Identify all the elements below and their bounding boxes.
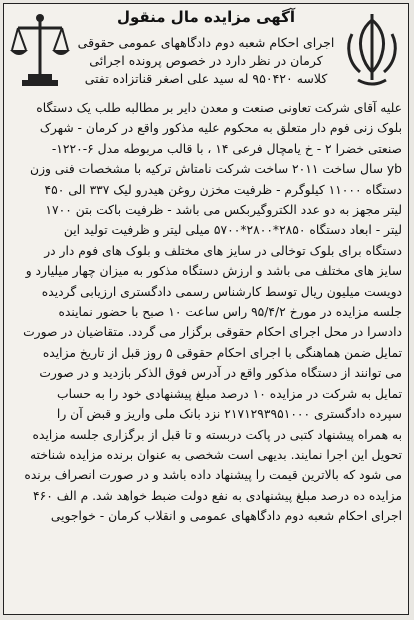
body-line: بلوک زنی فوم دار متعلق به محکوم علیه مذکور واقع در کرمان - شهرک — [39, 121, 402, 136]
body-line: صنعتی خضرا ۲ - خ یامچال فرعی ۱۴ ، با قالب مربوطه مدل ۶-۱۲۲۰- — [51, 141, 402, 156]
notice-frame — [3, 3, 409, 615]
body-line: لیتر - ابعاد دستگاه ۲۸۵۰*۲۸۰۰*۵۷۰۰ میلی لیتر و ظرفیت تولید این — [63, 223, 402, 238]
body-line: لیتر مجهز به دو عدد الکتروگیربکس می باشد - ظرفیت باکت بتن ۱۷۰۰ — [45, 203, 402, 218]
body-line: سایز های مختلف می باشد و ارزش دستگاه مذکور به میزان چهار میلیارد و — [25, 264, 402, 279]
body-line: دویست میلیون ریال توسط کارشناس رسمی دادگستری ارزیابی گردیده — [41, 284, 402, 299]
body-line: دادسرا در محل اجرای احکام حقوقی برگزار می گردد. متقاضیان در صورت — [23, 325, 402, 340]
body-line: اجرای احکام شعبه دوم دادگاههای عمومی و انقلاب کرمان - خواجویی — [50, 509, 402, 524]
body-line: مزایده ده درصد مبلغ پیشنهادی به نفع دولت ضبط خواهد شد. م الف ۴۶۰ — [33, 488, 402, 503]
notice-header-lines — [74, 34, 338, 88]
body-line: می توانند از دستگاه مذکور واقع در آدرس فوق الذکر بازدید و در صورت — [39, 366, 402, 381]
body-line: دستگاه ۱۱۰۰۰ کیلوگرم - ظرفیت مخزن روغن هیدرو لیک ۳۳۷ الی ۴۵۰ — [44, 182, 402, 197]
judiciary-scales-icon — [10, 10, 70, 90]
body-line: جلسه مزایده در مورخ ۹۵/۴/۲ راس ساعت ۱۰ صبح با حضور نماینده — [58, 305, 402, 320]
body-line: دستگاه برای بلوک توخالی در سایز های مختلف و بلوک های فوم دار در — [44, 243, 402, 258]
notice-header — [4, 4, 408, 96]
body-line: تمایل به شرکت در مزایده ۱۰ درصد مبلغ پیشنهادی خود را به حساب — [57, 386, 402, 401]
national-emblem-icon — [342, 10, 402, 90]
header-line: کلاسه ۹۵۰۴۲۰ له سید علی اصغر قناتزاده تفتی — [84, 71, 328, 86]
notice-title: آگهی مزایده مال منقول — [116, 8, 296, 26]
body-line: تحویل این اجرا نمایند. بدیهی است شخصی به عنوان برنده مزایده شناخته — [30, 447, 402, 462]
header-line: کرمان در نظر دارد در خصوص پرونده اجرائی — [89, 53, 323, 68]
body-line: می شود که بالاترین قیمت را پیشنهاد داده باشد و در صورت انصراف برنده — [24, 468, 402, 483]
body-line: به همراه پیشنهاد کتبی در پاکت دربسته و تا قبل از برگزاری جلسه مزایده — [32, 427, 402, 442]
notice-body — [10, 98, 402, 610]
header-line: اجرای احکام شعبه دوم دادگاههای عمومی حقوقی — [77, 35, 335, 50]
body-line: سپرده دادگستری ۲۱۷۱۲۹۳۹۵۱۰۰۰ نزد بانک ملی واریز و قبض آن را — [56, 407, 402, 422]
body-line: yb سال ساخت ۲۰۱۱ ساخت شرکت نامتاش ترکیه با مشخصات فنی وزن — [30, 162, 402, 177]
body-line: تمایل ضمن هماهنگی با اجرای احکام حقوقی ۵ روز قبل از تاریخ مزایده — [42, 345, 402, 360]
body-line: علیه آقای شرکت تعاونی صنعت و معدن دایر بر مطالبه طلب یک دستگاه — [36, 101, 402, 115]
